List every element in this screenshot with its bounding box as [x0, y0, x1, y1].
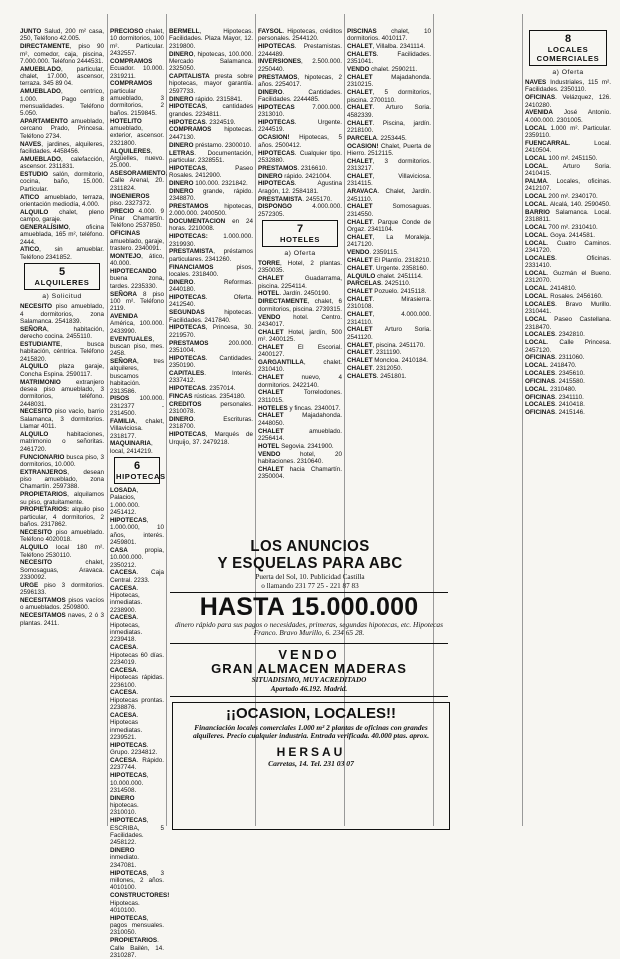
classified-ad: PRECIO 4.000. 9 Pinar Chamartín. Teléfono 2537850. — [110, 207, 164, 230]
classified-ad: NECESITO piso amueblado, 4 dormitorios, zona Salamanca. 2541839. — [20, 303, 104, 325]
classified-ad: LOCAL. Arturo Soria. 2410415. — [525, 162, 611, 178]
classified-ad: URGE piso 3 dormitorios. 2596133. — [20, 581, 104, 597]
classified-ad: VENDO hotel. Centro. 2434017. — [258, 313, 342, 328]
classified-ad: ALQUILO plaza garaje, Concha Espina. 2590117. — [20, 363, 104, 378]
classified-ad: FAYSOL. Hipotecas, créditos personales. 2544120. — [258, 28, 342, 43]
classified-ad: OFICINAS. 2415146. — [525, 409, 585, 417]
classified-ad: FUNCIONARIO busca piso, 3 dormitorios, 10.000. — [20, 453, 104, 468]
classified-ad: AVENIDA José Antonio. 4.000.000. 2301005. — [525, 109, 611, 124]
classified-ad: ESTUDIANTE, busca habitación, céntrica. Teléfono 2415820. — [20, 340, 104, 363]
classified-ad: NECESITO piso vacío, barrio Salamanca, 3 dormitorios. Llamar 4011. — [20, 408, 104, 431]
classified-ad: CHALET El Escorial. 2400127. — [258, 343, 342, 359]
classified-ad: CHALETS. 2451801. — [347, 372, 407, 380]
classified-ad: ALQUILO chalet. 2451114. — [347, 272, 423, 280]
classified-ad: LOCAL. 2310480. — [525, 385, 577, 393]
subsection-heading: a) Oferta — [552, 69, 584, 76]
ad-list-top — [258, 28, 342, 218]
classified-ad: LOCAL. Calle Princesa. 2457120. — [525, 339, 611, 354]
classified-ad: CHALET, Villalba. 2341114. — [347, 43, 426, 51]
classified-ad: HIPOTECAS. Prestamistas. 2244489. — [258, 43, 342, 58]
classified-ad: COMPRAMOS particular amueblado, 3 dormitorios, 2 baños. 2159845. — [110, 80, 164, 117]
classified-ad: CAPITALISTA presta sobre hipotecas, mayor garantía. 2597733. — [169, 73, 253, 95]
classified-ad: COMPRAMOS Ecuador. 10.000. 2319211. — [110, 57, 164, 80]
classified-ad: HOTEL Segovia. 2341900. — [258, 442, 334, 450]
classified-ad: OCASION! Chalet, Puerta de Hierro. 2512115. — [347, 142, 431, 157]
classified-ad: SEÑORA, habitación, derecho cocina. 2455110. — [20, 325, 104, 341]
classified-ad: CHALET, La Moraleja. 2417120. — [347, 233, 431, 249]
classified-ad: HIPOTECAS. Agustina Aragón, 12. 2584181. — [258, 180, 342, 195]
classified-ad: CHALET Hotel, jardín, 500 m². 2400125. — [258, 328, 342, 344]
classified-ad: GENERALÍSIMO, oficina amueblada, 165 m², teléfono. 2444. — [20, 223, 104, 246]
classified-ad: CHALET, piscina. 2451170. — [347, 341, 425, 349]
classified-ad: NECESITAMOS pisos vacíos o amueblados. 2509800. — [20, 597, 104, 612]
classified-ad: ATICO amueblado, terraza, orientación mediodía, 4.000. — [20, 193, 104, 208]
classified-ad: DINERO. Reformas. 2440180. — [169, 278, 253, 294]
classified-ad: DIRECTAMENTE, chalet, 6 dormitorios, piscina. 2739315. — [258, 298, 343, 313]
classified-ad: DISPONGO 4.000.000. 2572305. — [258, 203, 342, 218]
classified-ad: CHALET Majadahonda. 2310215. — [347, 74, 431, 89]
classified-ad: PROPIETARIOS. Calle Bailén, 14. 2310287. — [110, 937, 164, 959]
classified-ad: LOCAL 100 m². 2451150. — [525, 154, 598, 162]
classified-ad: FUENCARRAL. Local. 2410504. — [525, 139, 611, 155]
classified-ad: ATICO, sin amueblar. Teléfono 2341852. — [20, 246, 104, 261]
classified-ad: DINERO. Escrituras. 2318700. — [169, 416, 253, 431]
classified-ad: VENDO hotel, 20 habitaciones. 2310640. — [258, 450, 342, 466]
ad-anuncios-abc — [170, 538, 450, 590]
classified-ad: ESTUDIO salón, dormitorio, cocina, baño, 15.000. Particular. — [20, 171, 104, 193]
classifieds-column-3 — [169, 28, 253, 534]
classified-ad: PRECIOSO chalet, 10 dormitorios, 100 m². Particular. 2432557. — [110, 28, 164, 58]
classified-ad: OFICINAS amueblado, garaje, trastero. 2340091. — [110, 230, 164, 252]
classified-ad: HIPOTECAS: 1.000.000. 2319930. — [169, 233, 253, 248]
ad-list-top — [110, 28, 168, 455]
classified-ad: EVENTUALES, buscan piso, mes. 2458. — [110, 335, 164, 358]
classified-ad: HOTEL. Jardín. 2450190. — [258, 290, 331, 298]
classified-ad: CHALET Torrelodones. 2311015. — [258, 389, 342, 404]
ad-headline: GRAN ALMACEN MADERAS — [211, 661, 407, 676]
classified-ad: CHALET hacia Chamartín. 2350004. — [258, 465, 342, 481]
classified-ad: VENDO chalet. 2590211. — [347, 66, 418, 74]
classified-ad: HIPOTECAS, 1.000.000, 10 años, interés. 2459801. — [110, 516, 164, 546]
classifieds-column-5 — [347, 28, 431, 534]
classified-ad: HIPOTECAS, cantidades grandes. 2234811. — [169, 103, 253, 118]
classified-ad: AVENIDA América, 100.000. 2433990. — [110, 313, 164, 335]
classified-ad: ALQUILERES, Argüelles, nuevo. 25.000. — [110, 147, 164, 170]
section-number: 8 — [564, 33, 572, 45]
ad-list-top — [20, 28, 104, 261]
ad-vendo-almacen — [170, 648, 448, 697]
classified-ad: ALQUILO habitaciones, matrimonio o señoritas. 2461720. — [20, 431, 104, 453]
classified-ad: ALQUILO local 180 m². Teléfono 2530110. — [20, 544, 104, 559]
section-header-hipotecas — [114, 457, 166, 484]
classified-ad: OFICINAS. Velázquez, 126. 2410280. — [525, 94, 611, 109]
ad-brand: HERSAU — [276, 744, 346, 759]
classified-ad: NECESITO chalet, Somosaguas, Aravaca. 2330092. — [20, 559, 104, 582]
classified-ad: SEÑORA, tres alquileres, buscamos habitación. 2313586. — [110, 358, 164, 395]
ad-list — [525, 79, 611, 417]
classified-ad: CHALET Arturo Soria. 2541120. — [347, 326, 431, 341]
classified-ad: DINERO rápido. 2315841. — [169, 95, 243, 103]
classified-ad: HIPOTECAS, 3 millones, 2 años. 4010100. — [110, 869, 164, 892]
classified-ad: CHALET. Arturo Soria. 4582339. — [347, 104, 431, 119]
section-title: HOTELES — [279, 235, 321, 245]
classified-ad: LETRAS. Documentación, particular. 2328551. — [169, 149, 253, 164]
classified-ad: CASA propia, 10.000.000. 2350212. — [110, 546, 164, 569]
classified-ad: DINERO hipotecas. 2310010. — [110, 794, 139, 817]
classified-ad: CHALET, 4.000.000. 2314110. — [347, 311, 431, 326]
classified-ad: HIPOTECAS. Cantidades. 2350190. — [169, 354, 253, 370]
classified-ad: BERMELL, Hipotecas. Facilidades. Plaza Mayor, 12. 2319800. — [169, 28, 253, 50]
classifieds-column-2 — [110, 28, 170, 959]
classified-ad: HIPOTECAS, pagos mensuales. 2310050. — [110, 914, 164, 937]
classified-ad: DINERO inmediato. 2347081. — [110, 847, 140, 869]
classified-ad: HOTELITO amueblado, exterior, ascensor. 2321800. — [110, 117, 164, 147]
classified-ad: CACESA. Hipotecas, inmediatas. 2239418. — [110, 614, 143, 644]
classified-ad: HIPOTECAS. 2324519. — [169, 118, 236, 126]
classified-ad: EXTRANJEROS, desean piso amueblado, zona Chamartín. 2597388. — [20, 468, 104, 491]
classified-ad: HIPOTECAS. Urgente. 2244519. — [258, 119, 342, 134]
classified-ad: LOCAL 700 m². 2310410. — [525, 224, 598, 232]
classified-ad: CAPITALES. Interés. 2337412. — [169, 369, 253, 385]
classified-ad: NAVES, jardines, alquileres, facilidades. 4458456. — [20, 140, 104, 155]
classified-ad: LOCALES. 2342810. — [525, 331, 585, 339]
classified-ad: CACESA. Caja Central. 2233. — [110, 569, 164, 584]
ad-headline: LOS ANUNCIOS — [250, 537, 370, 556]
classified-ad: CHALET. Mirasierra. 2310108. — [347, 296, 431, 311]
classified-ad: CHALET. Parque Conde de Orgaz. 2341104. — [347, 218, 431, 233]
classified-ad: FAMILIA, chalet, Villaviciosa. 2318177. — [110, 417, 164, 440]
classified-ad: BARRIO Salamanca. Local. 2318811. — [525, 208, 611, 224]
section-title: ALQUILERES — [34, 278, 90, 288]
classified-ad: ASESORAMIENTO, Calle Arenal, 20. 2311824. — [110, 170, 168, 192]
classified-ad: DINERO rápido. 2421004. — [258, 172, 332, 180]
classified-ad: MONTEJO, ático, 40.000. — [110, 252, 164, 268]
classified-ad: CHALET, Villaviciosa. 2314115. — [347, 173, 431, 188]
classified-ad: CHALET. 2312050. — [347, 365, 403, 373]
classified-ad: PRESTAMOS 200.000. 2351004. — [169, 339, 253, 354]
section-number: 7 — [296, 223, 304, 236]
classified-ad: OFICINAS. 2311060. — [525, 354, 585, 362]
classified-ad: PRESTAMOS hipotecas, 2.000.000. 2400500. — [169, 202, 253, 218]
classified-ad: DINERO préstamo. 2300010. — [169, 141, 252, 149]
classified-ad: PRESTAMISTA, préstamos particulares. 2341260. — [169, 248, 253, 263]
classified-ad: TORRE, Hotel, 2 plantas. 2350035. — [258, 260, 342, 275]
classified-ad: LOCALES. 2345610. — [525, 370, 585, 378]
classified-ad: PRESTAMISTA. 2455170. — [258, 195, 332, 203]
section-title: HIPOTECAS — [116, 472, 166, 482]
classified-ad: NAVES Industriales, 115 m². Facilidades. 2350110. — [525, 79, 611, 94]
ad-list-bottom — [20, 303, 104, 627]
classified-ad: LOCAL. 2418470. — [525, 362, 577, 370]
classified-ad: ALQUILO chalet, pleno campo, garaje. — [20, 208, 104, 224]
ad-text: dinero rápido para sus pagos o necesidades, primeras, segundas hipotecas, etc. Hipotecas Franco. Bravo Murillo, 6. 234 65 28. — [174, 620, 444, 638]
classified-ad: HIPOTECAS. Grupo. 2234812. — [110, 741, 158, 757]
classified-ad: HIPOTECAS, Princesa, 30. 2219570. — [169, 324, 253, 339]
classified-ad: CACESA. Hipotecas, inmediatas. 2238900. — [110, 584, 143, 614]
classified-ad: INGENIEROS piso. 2327372. — [110, 192, 152, 207]
classified-ad: AMUEBLADO, calefacción, ascensor. 2311831. — [20, 155, 104, 171]
classified-ad: SEGUNDAS hipotecas. Facilidades. 2417840. — [169, 309, 253, 324]
classified-ad: MATRIMONIO extranjero desea piso amueblado, 3 dormitorios, teléfono. 2448031. — [20, 378, 104, 408]
classified-ad: DIRECTAMENTE, piso 90 m², comedor, caja, piscina, 7.000.000. Teléfono 2444531. — [20, 43, 104, 65]
ad-text: SITUADISIMO, MUY ACREDITADO — [251, 676, 367, 684]
classified-ad: LOCALES. Bravo Murillo. 2310441. — [525, 300, 611, 316]
column-rule — [522, 14, 523, 826]
classified-ad: CACESA. Hipotecas rápidas. 2236100. — [110, 666, 164, 689]
section-header-alquileres — [24, 263, 100, 290]
classified-ad: CHALET Guadarrama, piscina. 2254114. — [258, 275, 342, 290]
column-rule — [166, 14, 167, 826]
classified-ad: CHALET Moncloa. 2410184. — [347, 357, 428, 365]
classified-ad: CHALET, 5 dormitorios, piscina. 2700110. — [347, 89, 431, 104]
classified-ad: AMUEBLADO, centrico, 1.000. Pago 8 mensualidades. Teléfono 5.050. — [20, 88, 104, 118]
classified-ad: HIPOTECANDO buena zona, tardes. 2235330. — [110, 268, 164, 290]
classified-ad: NECESITAMOS naves, 2 ó 3 plantas. 2411. — [20, 612, 104, 627]
classified-ad: FINANCIAMOS pisos, locales. 2318400. — [169, 263, 253, 278]
section-header-locales — [529, 30, 607, 66]
classified-ad: CHALET, 3 dormitorios. 2313217. — [347, 157, 431, 173]
classified-ad: JUNTO Salud, 200 m² casa, 250, Teléfono 42.005. — [20, 28, 104, 43]
classified-ad: CACESA. Hipotecas inmediatas. 2239521. — [110, 711, 143, 741]
section-number: 6 — [133, 460, 141, 473]
classified-ad: LOCAL. Rosales. 2456160. — [525, 293, 603, 301]
classified-ad: CHALETS. Facilidades. 2351041. — [347, 51, 431, 66]
classified-ad: DINERO. Cantidades. Facilidades. 2244485. — [258, 88, 342, 104]
subsection-heading: a) Oferta — [284, 250, 316, 258]
section-title: LOCALES COMERCIALES — [536, 45, 600, 63]
classified-ad: HIPOTECAS, Paseo Rosales. 2412900. — [169, 164, 253, 180]
classified-ad: LOCAL. Guzmán el Bueno. 2312070. — [525, 270, 611, 285]
classified-ad: CHALET. Piscina, jardín. 2218100. — [347, 119, 431, 134]
classified-ad: PALMA. Locales, oficinas. 2412107. — [525, 177, 611, 193]
column-rule — [107, 14, 108, 826]
classified-ad: DINERO, hipotecas, 100.000. Mercado Salamanca. 2325050. — [169, 50, 253, 73]
classified-ad: DINERO 100.000. 2321842. — [169, 179, 248, 187]
classified-ad: LOCAL. Cuatro Caminos. 2341720. — [525, 239, 611, 255]
ad-text: Puerta del Sol, 10. Publicidad Castilla — [255, 573, 365, 581]
subsection-heading: a) Solicitud — [42, 293, 82, 301]
classified-ad: LOCAL 200 m². 2340170. — [525, 193, 598, 201]
classified-ad: LOCAL 1.000 m². Particular. 2359110. — [525, 124, 611, 139]
section-number: 5 — [58, 266, 66, 279]
classified-ad: HIPOTECAS 7.000.000. 2313010. — [258, 103, 342, 119]
ad-text: Apartado 46.192. Madrid. — [270, 685, 348, 693]
ad-headline: VENDO — [278, 647, 340, 662]
ad-headline: ¡¡OCASION, LOCALES!! — [226, 705, 396, 722]
classified-ad: CREDITOS personales. 2310078. — [169, 400, 253, 416]
ad-list-bottom — [110, 487, 170, 959]
classified-ad: INVERSIONES, 2.500.000. 2250440. — [258, 58, 342, 73]
classified-ad: LOSADA, Palacios, 1.000.000. 2451412. — [110, 487, 140, 517]
classified-ad: CHALET Somosaguas. 2314550. — [347, 203, 431, 218]
classified-ad: LOCAL. 2414810. — [525, 285, 577, 293]
classified-ad: PARCELA. 2253445. — [347, 134, 407, 142]
classified-ad: NECESITO piso amueblado. Teléfono 4020018. — [20, 528, 104, 544]
classified-ad: SEÑORA 8 piso 100 m². Teléfono 2119. — [110, 290, 164, 313]
classified-ad: PROPIETARIOS, alquilamos su piso, gratuitamente. — [20, 491, 104, 506]
classified-ad: HIPOTECAS. Cualquier tipo. 2532880. — [258, 149, 342, 164]
classified-ad: OFICINAS. 2415580. — [525, 377, 585, 385]
section-header-hoteles — [262, 220, 338, 247]
classified-ad: VENDO. 2359115. — [347, 248, 399, 256]
classified-ad: PRESTAMOS. 2316610. — [258, 164, 328, 172]
classifieds-column-4 — [258, 28, 342, 534]
classified-ad: PISOS 100.000. 2312377 - 2314500. — [110, 395, 164, 418]
classified-ad: CHALET El Plantío. 2318210. — [347, 256, 432, 264]
ad-headline: HASTA 15.000.000 — [199, 593, 419, 621]
classifieds-column-6 — [525, 28, 611, 828]
classified-ad: PARCELAS. 2425110. — [347, 280, 411, 288]
ad-ocasion-locales — [172, 702, 450, 830]
classified-ad: CACESA. Hipotecas prontas. 2238876. — [110, 689, 164, 712]
classified-ad: DOCUMENTACION en 24 horas. 2210008. — [169, 218, 253, 233]
classified-ad: HOTELES y fincas. 2340017. — [258, 404, 341, 412]
classified-ad: HIPOTECAS, Marqués de Urquijo, 37. 2479218. — [169, 431, 253, 446]
classified-ad: HIPOTECAS, 10.000.000. 2314508. — [110, 772, 149, 794]
classified-ad: PRESTAMOS, hipotecas, 2 años. 2254017. — [258, 73, 342, 88]
ad-list-bottom — [258, 260, 342, 480]
classified-ad: AMUEBLADO, particular, chalet, 17.000, ascensor, terraza. 345 89 04. — [20, 65, 104, 88]
classified-ad: COMPRAMOS hipotecas. 2447130. — [169, 126, 253, 141]
classified-ad: CACESA. Rápido. 2237744. — [110, 756, 164, 772]
classified-ad: HIPOTECAS, ESCRIBA, 5 Facilidades. 2458122. — [110, 817, 164, 847]
classified-ad: GARGANTILLA, chalet. 2310410. — [258, 359, 342, 374]
classified-ad: CONSTRUCTORES! Hipotecas. 4010100. — [110, 892, 170, 914]
classified-ad: FINCAS rústicas. 2354180. — [169, 393, 246, 400]
classified-ad: DINERO grande, rápido. 2348870. — [169, 187, 253, 203]
classified-ad: OCASION! Hipotecas, 5 años. 2500412. — [258, 134, 342, 149]
classified-ad: CHALET Majadahonda. 2448050. — [258, 412, 342, 427]
classified-ad: CHALET nuevo, 4 dormitorios. 2422140. — [258, 374, 342, 389]
classifieds-column-1 — [20, 28, 104, 828]
classified-ad: CHALET amueblado. 2256414. — [258, 427, 342, 442]
classified-ad: LOCAL. Goya. 2414581. — [525, 231, 595, 239]
classified-ad: CHALET. Urgente. 2358160. — [347, 264, 429, 272]
classified-ad: LOCALES. Oficinas. 2331410. — [525, 254, 611, 270]
classified-ad: LOCAL. Alcalá, 140. 2590450. — [525, 201, 611, 208]
ad-text: Financiación locales comerciales 1.000 m² 2 plantas de oficinas con grandes alquileres. Precio cualquier industria. Entrada verificada. 40.000 ptas. aprox. — [192, 723, 430, 741]
classified-ad: LOCALES. 2410418. — [525, 401, 585, 409]
classified-ad: HIPOTECAS. Oferta. 2412540. — [169, 294, 253, 309]
ad-headline: Y ESQUELAS PARA ABC — [217, 554, 403, 573]
classified-ad: PROPIETARIOS: alquilo piso particular, 4 dormitorios, 2 baños. 2317862. — [20, 506, 104, 529]
ad-text: o llamando 231 77 25 - 221 87 83 — [261, 582, 359, 590]
classified-ad: LOCAL Paseo Castellana. 2318470. — [525, 316, 611, 331]
ad-address: Carretas, 14. Tel. 231 03 07 — [268, 758, 354, 768]
classified-ad: APARTAMENTO amueblado, cercano Prado, Princesa. Teléfono 2734. — [20, 118, 104, 140]
classified-ad: MAQUINARIA, local, 2414219. — [110, 440, 153, 455]
classified-ad: PISCINAS chalet, 10 dormitorios. 4010117. — [347, 28, 431, 43]
ad-hasta-15000000 — [170, 592, 448, 644]
classified-ad: CHALET Pozuelo. 2415118. — [347, 288, 427, 296]
classified-ad: CHALET. 2311190. — [347, 349, 402, 357]
classified-ad: ARAVACA. Chalet, Jardín. 2451110. — [347, 188, 431, 203]
classified-ad: OFICINAS. 2341110. — [525, 393, 584, 401]
classified-ad: HIPOTECAS. 2357014. — [169, 385, 236, 393]
classified-ad: CACESA. Hipotecas 60 días. 2234019. — [110, 644, 164, 666]
